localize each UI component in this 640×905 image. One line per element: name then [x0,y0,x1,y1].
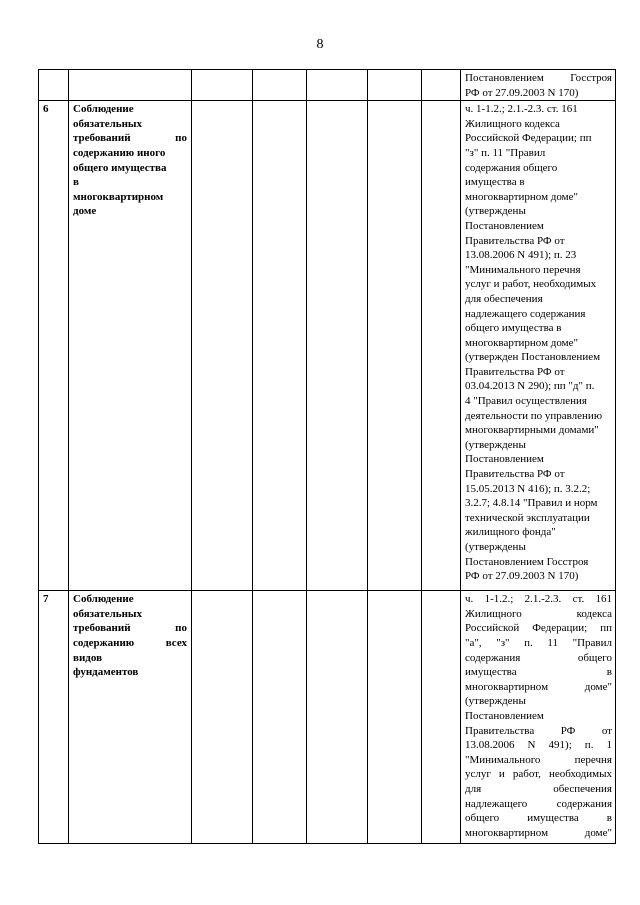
basis-line: 3.2.7; 4.8.14 "Правил и норм [465,497,598,510]
basis-line: Правительства РФ от [465,724,612,737]
cell-empty [307,70,368,101]
basis-line: надлежащего содержания [465,797,612,810]
cell-empty [368,101,422,591]
cell-empty [307,101,368,591]
basis-line: Правительства РФ от [465,468,565,481]
basis-line: 03.04.2013 N 290); пп "д" п. [465,380,595,393]
title-line: доме [73,205,97,218]
basis-line: Постановлением Госстроя [465,555,589,568]
basis-line: содержания общего [465,651,612,664]
basis-line: многоквартирными домами" [465,424,599,437]
cell-empty [368,591,422,844]
basis-line: Жилищного кодекса [465,117,560,130]
basis-line: Правительства РФ от [465,365,565,378]
cell-number [39,70,69,101]
basis-line: содержания общего [465,161,558,174]
table-row-continuation [39,70,616,101]
title-line: требований по [73,132,187,145]
basis-line: общего имущества в [465,322,562,335]
basis-line: Жилищного кодекса [465,607,612,620]
basis-line: "а", "з" п. 11 "Правил [465,636,612,649]
cell-empty [307,591,368,844]
basis-line: технической эксплуатации [465,511,590,524]
basis-line: ч. 1-1.2.; 2.1.-2.3. ст. 161 [465,103,578,116]
basis-line: Постановлением [465,709,544,722]
title-line: содержанию всех [73,636,187,649]
basis-line: 13.08.2006 N 491); п. 1 [465,739,612,752]
cell-empty [253,101,307,591]
title-line: содержанию иного [73,146,166,159]
basis-line: многоквартирном доме" [465,336,579,349]
basis-line: "з" п. 11 "Правил [465,146,546,159]
basis-line: для обеспечения [465,292,543,305]
basis-line: Постановлением [465,453,544,466]
table-row [39,101,616,591]
basis-line: Постановлением Госстроя [465,72,612,84]
row-number: 7 [39,591,69,844]
basis-line: Российской Федерации; пп [465,132,592,145]
basis-line: имущества в [465,666,612,679]
row-title [69,101,192,591]
basis-line: Правительства РФ от [465,234,565,247]
cell-empty [192,70,253,101]
title-line: Соблюдение [73,593,134,606]
title-line: обязательных [73,607,143,620]
row-number: 6 [39,101,69,591]
basis-line: "Минимального перечня [465,753,612,766]
cell-legal-basis [461,70,616,101]
title-line: многоквартирном [73,190,164,203]
basis-line: Российской Федерации; пп [465,622,612,635]
basis-line: РФ от 27.09.2003 N 170) [465,570,579,583]
basis-line: (утверждены [465,438,526,451]
requirements-table [38,69,616,844]
table-row [39,591,616,844]
basis-line: имущества в [465,176,525,189]
title-line: фундаментов [73,666,139,679]
cell-empty [422,591,461,844]
cell-legal-basis [461,101,616,591]
cell-empty [422,70,461,101]
cell-legal-basis [461,591,616,844]
basis-line: многоквартирном доме" [465,680,612,693]
basis-line: 15.05.2013 N 416); п. 3.2.2; [465,482,591,495]
basis-line: деятельности по управлению [465,409,603,422]
basis-line: надлежащего содержания [465,307,586,320]
row-title [69,591,192,844]
basis-line: ч. 1-1.2.; 2.1.-2.3. ст. 161 [465,593,612,606]
basis-line: (утвержден Постановлением [465,351,601,364]
title-line: обязательных [73,117,143,130]
basis-line: (утверждены [465,541,526,553]
title-line: в [73,176,79,189]
basis-line: РФ от 27.09.2003 N 170) [465,86,579,99]
cell-empty [192,101,253,591]
title-line: требований по [73,622,187,635]
basis-line: 13.08.2006 N 491); п. 23 [465,249,577,262]
title-line: общего имущества [73,161,167,174]
basis-line: многоквартирном доме" [465,826,612,839]
basis-line: услуг и работ, необходимых [465,768,612,781]
basis-line: услуг и работ, необходимых [465,278,597,291]
title-line: видов [73,651,103,664]
cell-empty [253,591,307,844]
basis-line: многоквартирном доме" [465,190,579,203]
basis-line: жилищного фонда" [465,526,556,539]
cell-empty [192,591,253,844]
cell-title [69,70,192,101]
basis-line: "Минимального перечня [465,263,581,276]
basis-line: (утверждены [465,205,526,218]
cell-empty [253,70,307,101]
basis-line: общего имущества в [465,812,612,825]
page-number: 8 [316,37,324,52]
basis-line: 4 "Правил осуществления [465,395,587,408]
title-line: Соблюдение [73,103,134,116]
cell-empty [368,70,422,101]
basis-line: Постановлением [465,219,544,232]
basis-line: (утверждены [465,695,526,708]
basis-line: для обеспечения [465,782,612,795]
cell-empty [422,101,461,591]
